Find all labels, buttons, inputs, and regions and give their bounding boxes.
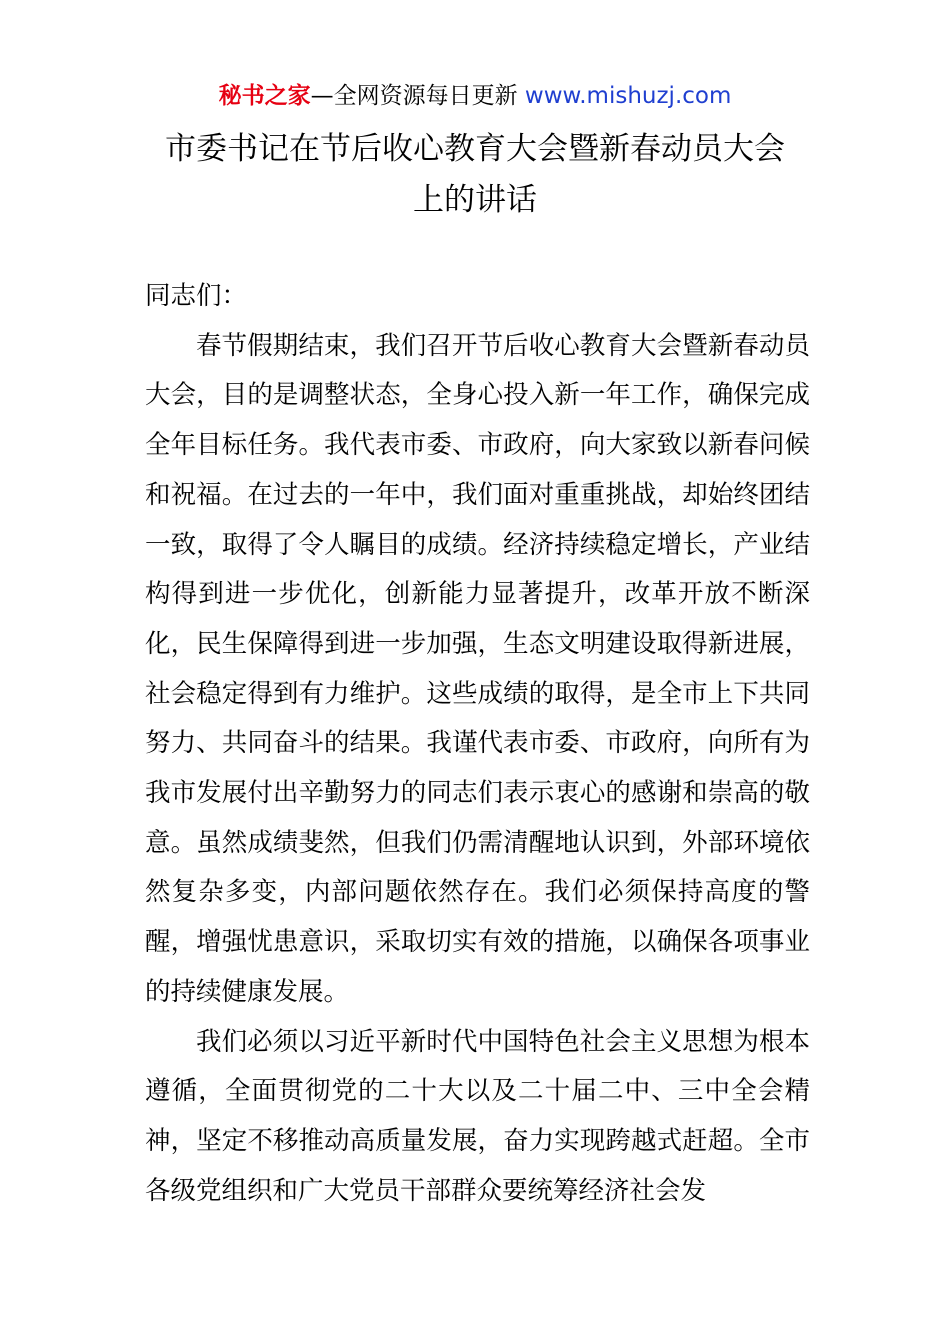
document-body (145, 272, 810, 1216)
site-tagline: —全网资源每日更新 (310, 83, 525, 109)
document-title-line-2: 上的讲话 (413, 182, 537, 218)
document-title-line-1: 市委书记在节后收心教育大会暨新春动员大会 (165, 131, 785, 167)
site-header (0, 80, 950, 112)
paragraph-2: 我们必须以习近平新时代中国特色社会主义思想为根本遵循，全面贯彻党的二十大以及二十届二中、三中全会精神，坚定不移推动高质量发展，奋力实现跨越式赶超。全市各级党组织和广大党员干部群众要统筹经济社会发 (145, 1026, 810, 1206)
document-title (140, 124, 810, 226)
site-url-link[interactable]: www.mishuzj.com (524, 83, 732, 109)
paragraph-1: 春节假期结束，我们召开节后收心教育大会暨新春动员大会，目的是调整状态，全身心投入新一年工作，确保完成全年目标任务。我代表市委、市政府，向大家致以新春问候和祝福。在过去的一年中，我们面对重重挑战，却始终团结一致，取得了令人瞩目的成绩。经济持续稳定增长，产业结构得到进一步优化，创新能力显著提升，改革开放不断深化，民生保障得到进一步加强，生态文明建设取得新进展，社会稳定得到有力维护。这些成绩的取得，是全市上下共同努力、共同奋斗的结果。我谨代表市委、市政府，向所有为我市发展付出辛勤努力的同志们表示衷心的感谢和崇高的敬意。虽然成绩斐然，但我们仍需清醒地认识到，外部环境依然复杂多变，内部问题依然存在。我们必须保持高度的警醒，增强忧患意识，采取切实有效的措施，以确保各项事业的持续健康发展。 (145, 330, 810, 1007)
salutation: 同志们： (145, 281, 248, 311)
brand-name: 秘书之家 (218, 83, 311, 109)
